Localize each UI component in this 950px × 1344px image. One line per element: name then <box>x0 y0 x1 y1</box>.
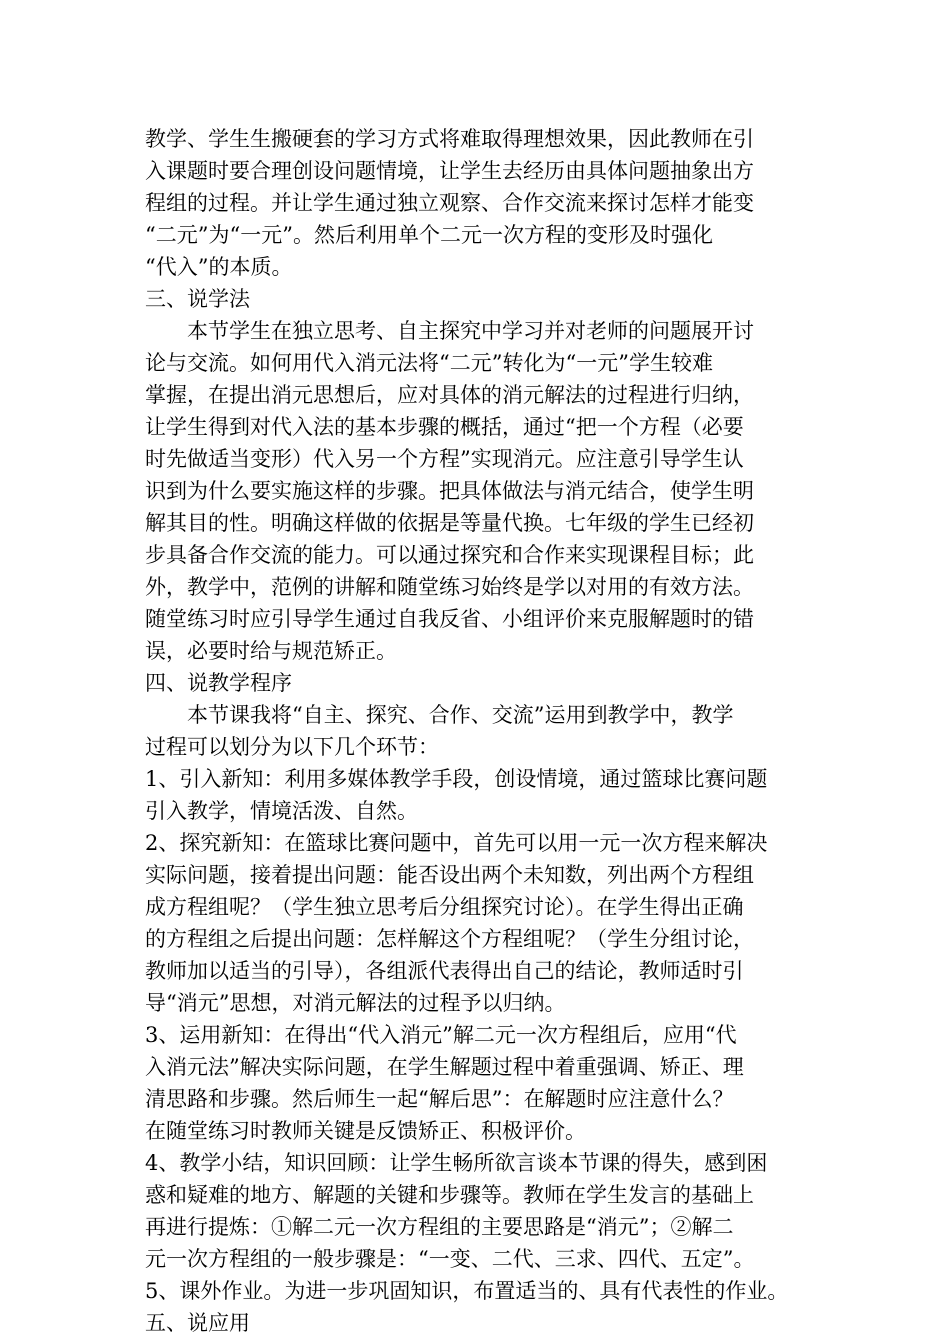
text-line: 论与交流。如何用代入消元法将“二元”转化为“一元”学生较难 <box>145 351 713 375</box>
text-line: 的方程组之后提出问题：怎样解这个方程组呢？（学生分组讨论， <box>145 927 754 951</box>
text-line: 让学生得到对代入法的基本步骤的概括，通过“把一个方程（必要 <box>145 415 744 439</box>
document-page <box>145 123 815 1339</box>
text-line: 入课题时要合理创设问题情境，让学生去经历由具体问题抽象出方 <box>145 159 754 183</box>
text-line: 惑和疑难的地方、解题的关键和步骤等。教师在学生发言的基础上 <box>145 1183 754 1207</box>
text-line: 识到为什么要实施这样的步骤。把具体做法与消元结合，使学生明 <box>145 479 754 503</box>
text-line: 教学、学生生搬硬套的学习方式将难取得理想效果，因此教师在引 <box>145 127 754 151</box>
text-line: 四、说教学程序 <box>145 671 292 695</box>
text-line: 掌握，在提出消元思想后，应对具体的消元解法的过程进行归纳， <box>145 383 754 407</box>
text-line: “代入”的本质。 <box>145 255 293 279</box>
text-line: 外，教学中，范例的讲解和随堂练习始终是学以对用的有效方法。 <box>145 575 754 599</box>
text-line: 再进行提炼：①解二元一次方程组的主要思路是“消元”；②解二 <box>145 1215 734 1239</box>
text-line: 2、探究新知：在篮球比赛问题中，首先可以用一元一次方程来解决 <box>145 831 768 855</box>
text-line: 引入教学，情境活泼、自然。 <box>145 799 418 823</box>
text-line: 时先做适当变形）代入另一个方程”实现消元。应注意引导学生认 <box>145 447 744 471</box>
text-line: 在随堂练习时教师关键是反馈矫正、积极评价。 <box>145 1119 586 1143</box>
document-body <box>145 123 815 1339</box>
text-line: 本节课我将“自主、探究、合作、交流”运用到教学中，教学 <box>187 703 734 727</box>
text-line: 导“消元”思想，对消元解法的过程予以归纳。 <box>145 991 566 1015</box>
text-line: 元一次方程组的一般步骤是：“一变、二代、三求、四代、五定”。 <box>145 1247 755 1271</box>
text-line: “二元”为“一元”。然后利用单个二元一次方程的变形及时强化 <box>145 223 713 247</box>
text-line: 教师加以适当的引导），各组派代表得出自己的结论，教师适时引 <box>145 959 744 983</box>
text-line: 随堂练习时应引导学生通过自我反省、小组评价来克服解题时的错 <box>145 607 754 631</box>
text-line: 三、说学法 <box>145 287 250 311</box>
text-line: 步具备合作交流的能力。可以通过探究和合作来实现课程目标；此 <box>145 543 754 567</box>
text-line: 成方程组呢？（学生独立思考后分组探究讨论）。在学生得出正确 <box>145 895 744 919</box>
text-line: 3、运用新知：在得出“代入消元”解二元一次方程组后，应用“代 <box>145 1023 737 1047</box>
text-line: 入消元法”解决实际问题，在学生解题过程中着重强调、矫正、理 <box>145 1055 744 1079</box>
text-line: 1、引入新知：利用多媒体教学手段，创设情境，通过篮球比赛问题 <box>145 767 768 791</box>
text-line: 清思路和步骤。然后师生一起“解后思”：在解题时应注意什么？ <box>145 1087 734 1111</box>
text-line: 误，必要时给与规范矫正。 <box>145 639 397 663</box>
text-line: 4、教学小结，知识回顾：让学生畅所欲言谈本节课的得失，感到困 <box>145 1151 768 1175</box>
text-line: 过程可以划分为以下几个环节： <box>145 735 439 759</box>
text-line: 本节学生在独立思考、自主探究中学习并对老师的问题展开讨 <box>187 319 754 343</box>
text-line: 五、说应用 <box>145 1311 250 1335</box>
text-line: 实际问题，接着提出问题：能否设出两个未知数，列出两个方程组 <box>145 863 754 887</box>
text-line: 程组的过程。并让学生通过独立观察、合作交流来探讨怎样才能变 <box>145 191 754 215</box>
text-line: 解其目的性。明确这样做的依据是等量代换。七年级的学生已经初 <box>145 511 754 535</box>
text-line: 5、课外作业。为进一步巩固知识，布置适当的、具有代表性的作业。 <box>145 1279 789 1303</box>
